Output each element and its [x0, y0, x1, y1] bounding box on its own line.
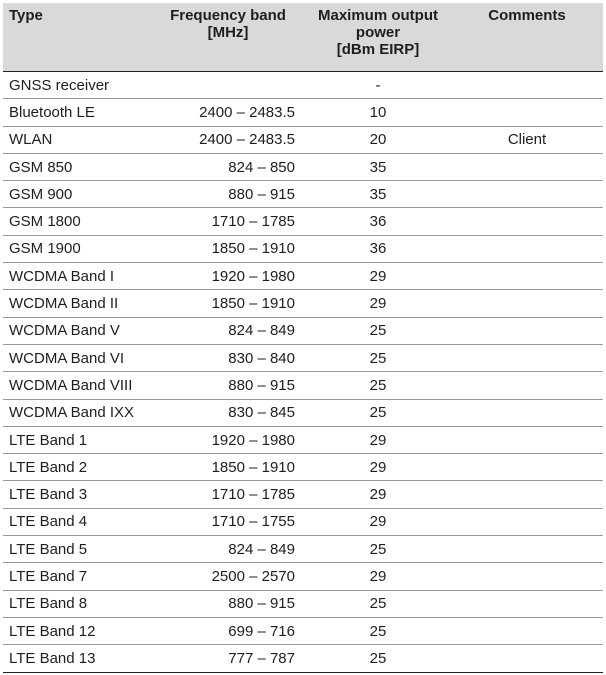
cell-comment: Client	[451, 126, 603, 153]
cell-comment	[451, 181, 603, 208]
cell-power: 35	[305, 153, 451, 180]
cell-type: LTE Band 8	[3, 590, 151, 617]
cell-comment	[451, 99, 603, 126]
cell-comment	[451, 290, 603, 317]
cell-type: WCDMA Band IXX	[3, 399, 151, 426]
cell-type: LTE Band 13	[3, 645, 151, 672]
cell-power: 29	[305, 290, 451, 317]
table-row	[3, 126, 603, 153]
table-row	[3, 481, 603, 508]
cell-power: 25	[305, 617, 451, 644]
cell-power: 29	[305, 563, 451, 590]
cell-frequency: 2500 – 2570	[151, 563, 305, 590]
cell-frequency: 1710 – 1785	[151, 208, 305, 235]
cell-comment	[451, 617, 603, 644]
cell-power: 25	[305, 645, 451, 672]
table-row	[3, 290, 603, 317]
cell-comment	[451, 590, 603, 617]
cell-power: 29	[305, 481, 451, 508]
cell-comment	[451, 372, 603, 399]
table-row	[3, 454, 603, 481]
cell-type: WCDMA Band VI	[3, 344, 151, 371]
cell-type: WLAN	[3, 126, 151, 153]
table-row	[3, 344, 603, 371]
frequency-power-table	[3, 3, 603, 673]
cell-comment	[451, 481, 603, 508]
cell-type: LTE Band 12	[3, 617, 151, 644]
cell-frequency: 830 – 840	[151, 344, 305, 371]
cell-frequency: 1710 – 1785	[151, 481, 305, 508]
table-row	[3, 426, 603, 453]
cell-type: Bluetooth LE	[3, 99, 151, 126]
cell-power: 25	[305, 344, 451, 371]
cell-type: GSM 850	[3, 153, 151, 180]
cell-frequency: 1920 – 1980	[151, 426, 305, 453]
cell-power: 20	[305, 126, 451, 153]
table-row	[3, 181, 603, 208]
cell-power: 35	[305, 181, 451, 208]
cell-power: 10	[305, 99, 451, 126]
table-row	[3, 536, 603, 563]
cell-frequency: 699 – 716	[151, 617, 305, 644]
cell-type: WCDMA Band VIII	[3, 372, 151, 399]
table-row	[3, 263, 603, 290]
table-row	[3, 99, 603, 126]
cell-frequency	[151, 72, 305, 99]
cell-frequency: 880 – 915	[151, 181, 305, 208]
cell-power: 25	[305, 590, 451, 617]
header-power-line-2: power	[355, 24, 401, 41]
cell-power: 36	[305, 208, 451, 235]
cell-type: GSM 1800	[3, 208, 151, 235]
header-comments-label: Comments	[488, 7, 566, 24]
header-row	[3, 3, 603, 72]
cell-type: WCDMA Band I	[3, 263, 151, 290]
cell-type: GNSS receiver	[3, 72, 151, 99]
cell-frequency: 2400 – 2483.5	[151, 126, 305, 153]
cell-frequency: 830 – 845	[151, 399, 305, 426]
table-row	[3, 399, 603, 426]
header-frequency-line-1: Frequency band	[170, 7, 286, 24]
cell-power: 36	[305, 235, 451, 262]
cell-frequency: 1850 – 1910	[151, 235, 305, 262]
cell-comment	[451, 454, 603, 481]
header-type	[3, 3, 151, 72]
cell-power: 25	[305, 317, 451, 344]
cell-frequency: 880 – 915	[151, 590, 305, 617]
cell-frequency: 1850 – 1910	[151, 290, 305, 317]
cell-type: LTE Band 7	[3, 563, 151, 590]
header-type-label: Type	[9, 7, 43, 24]
cell-type: GSM 1900	[3, 235, 151, 262]
cell-frequency: 824 – 849	[151, 536, 305, 563]
header-power-line-1: Maximum output	[318, 7, 438, 24]
cell-comment	[451, 344, 603, 371]
cell-type: WCDMA Band V	[3, 317, 151, 344]
table-row	[3, 208, 603, 235]
table-row	[3, 235, 603, 262]
cell-frequency: 1710 – 1755	[151, 508, 305, 535]
cell-type: WCDMA Band II	[3, 290, 151, 317]
table-row	[3, 645, 603, 672]
table-body	[3, 72, 603, 673]
cell-type: LTE Band 3	[3, 481, 151, 508]
table-row	[3, 317, 603, 344]
header-comments	[451, 3, 603, 72]
cell-power: 25	[305, 536, 451, 563]
cell-frequency: 777 – 787	[151, 645, 305, 672]
cell-frequency: 824 – 849	[151, 317, 305, 344]
cell-comment	[451, 208, 603, 235]
cell-frequency: 2400 – 2483.5	[151, 99, 305, 126]
cell-comment	[451, 536, 603, 563]
cell-frequency: 824 – 850	[151, 153, 305, 180]
header-frequency-line-2: [MHz]	[207, 24, 249, 41]
cell-frequency: 1920 – 1980	[151, 263, 305, 290]
cell-comment	[451, 153, 603, 180]
cell-type: LTE Band 4	[3, 508, 151, 535]
table-row	[3, 590, 603, 617]
cell-comment	[451, 72, 603, 99]
cell-comment	[451, 508, 603, 535]
cell-comment	[451, 426, 603, 453]
cell-frequency: 1850 – 1910	[151, 454, 305, 481]
cell-power: 29	[305, 426, 451, 453]
cell-power: 29	[305, 454, 451, 481]
cell-type: LTE Band 5	[3, 536, 151, 563]
cell-type: LTE Band 2	[3, 454, 151, 481]
cell-power: -	[305, 72, 451, 99]
header-power-line-3: [dBm EIRP]	[336, 41, 420, 58]
document-page	[3, 3, 603, 673]
cell-type: GSM 900	[3, 181, 151, 208]
table-row	[3, 72, 603, 99]
cell-comment	[451, 645, 603, 672]
table-row	[3, 372, 603, 399]
cell-power: 25	[305, 372, 451, 399]
cell-comment	[451, 563, 603, 590]
table-row	[3, 617, 603, 644]
cell-comment	[451, 263, 603, 290]
cell-frequency: 880 – 915	[151, 372, 305, 399]
table-row	[3, 508, 603, 535]
table-row	[3, 563, 603, 590]
header-power	[305, 3, 451, 72]
cell-power: 29	[305, 263, 451, 290]
cell-comment	[451, 399, 603, 426]
cell-comment	[451, 317, 603, 344]
header-frequency	[151, 3, 305, 72]
cell-type: LTE Band 1	[3, 426, 151, 453]
table-header	[3, 3, 603, 72]
cell-power: 25	[305, 399, 451, 426]
cell-comment	[451, 235, 603, 262]
cell-power: 29	[305, 508, 451, 535]
table-row	[3, 153, 603, 180]
